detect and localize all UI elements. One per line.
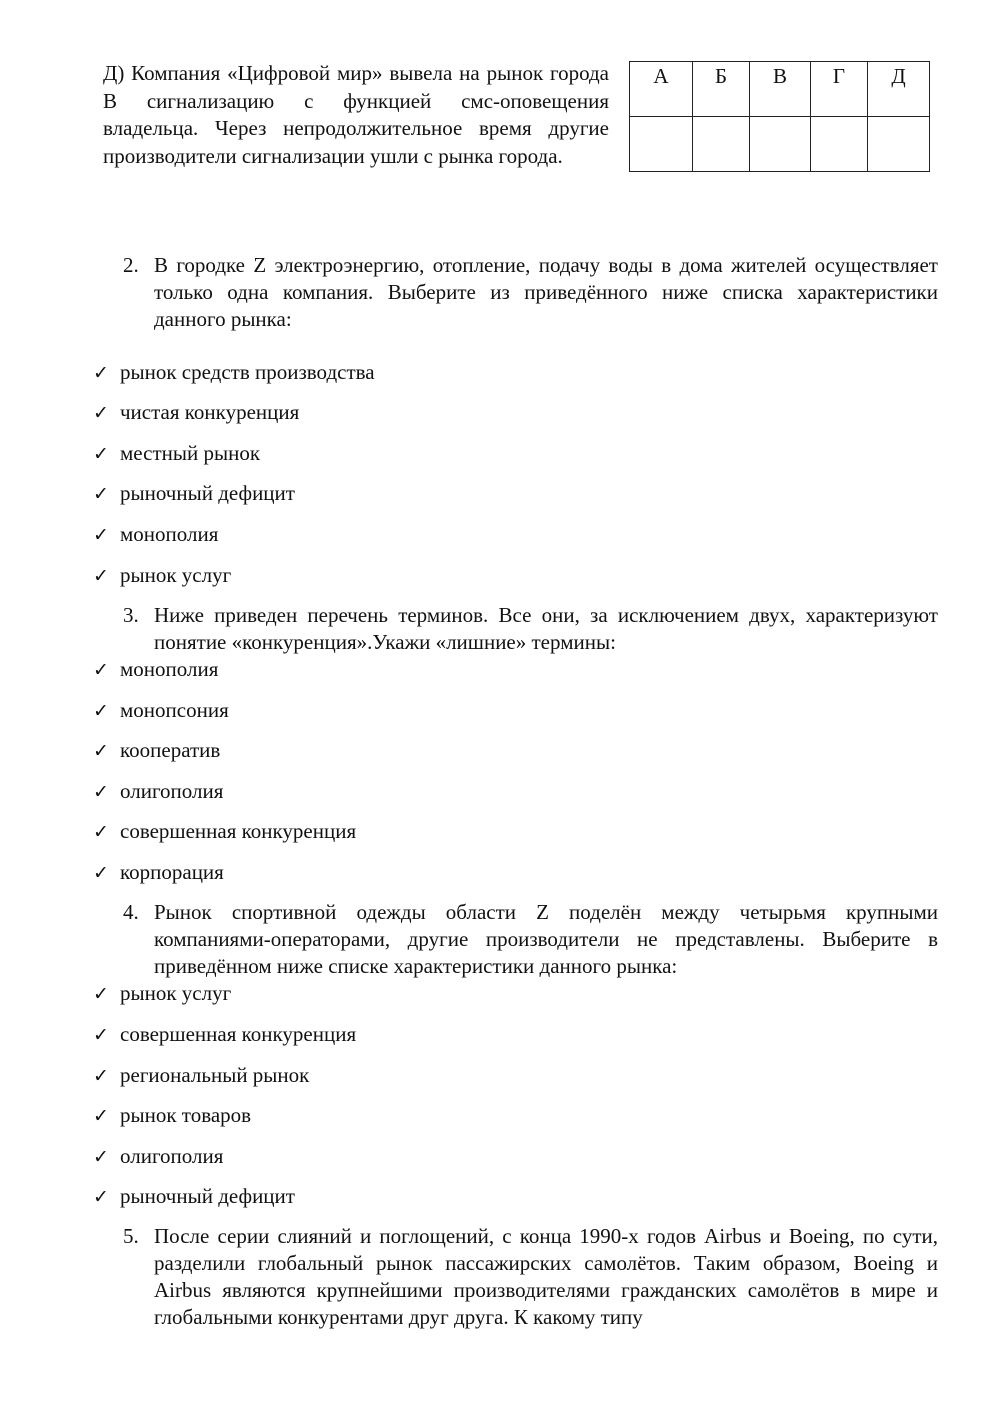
option-label: совершенная конкуренция [120, 819, 357, 843]
option-label: монополия [120, 657, 219, 681]
checkmark-icon: ✓ [93, 862, 109, 884]
option-label: олигополия [120, 1144, 224, 1168]
answer-cell-g[interactable] [811, 117, 868, 172]
option-label: рынок услуг [120, 563, 232, 587]
option-label: кооператив [120, 738, 221, 762]
checkmark-icon: ✓ [93, 700, 109, 722]
option-label: рыночный дефицит [120, 1184, 295, 1208]
list-item [93, 655, 218, 683]
question-number: 3. [123, 603, 139, 627]
question-2 [123, 252, 938, 333]
answer-table-header-b: Б [693, 62, 750, 117]
answer-table-header-v: В [750, 62, 811, 117]
list-item [93, 479, 295, 507]
list-item [93, 817, 356, 845]
question-4 [123, 899, 938, 980]
checkmark-icon: ✓ [93, 1024, 109, 1046]
answer-cell-v[interactable] [750, 117, 811, 172]
question-text: После серии слияний и поглощений, с конца 1990-х годов Airbus и Boeing, по сути, разделили глобальный рынок пассажирских самолётов. Таким образом, Boeing и Airbus являются крупнейшими производителями гражданских самолётов в мире и глобальными конкурентами друг друга. К какому типу [154, 1224, 938, 1329]
checkmark-icon: ✓ [93, 740, 109, 762]
answer-cell-b[interactable] [693, 117, 750, 172]
list-item [93, 358, 375, 386]
checkmark-icon: ✓ [93, 524, 109, 546]
checkmark-icon: ✓ [93, 1105, 109, 1127]
option-label: чистая конкуренция [120, 400, 300, 424]
checkmark-icon: ✓ [93, 781, 109, 803]
list-item [93, 736, 220, 764]
list-item [93, 858, 224, 886]
list-item [93, 777, 223, 805]
option-label: монопсония [120, 698, 229, 722]
question-number: 2. [123, 253, 139, 277]
list-item [93, 1061, 309, 1089]
question-text: В городке Z электроэнергию, отопление, подачу воды в дома жителей осуществляет только одна компания. Выберите из приведённого ниже списка характеристики данного рынка: [154, 253, 938, 331]
option-label: совершенная конкуренция [120, 1022, 357, 1046]
option-label: рынок средств производства [120, 360, 375, 384]
question-1-option-d-text: Д) Компания «Цифровой мир» вывела на рынок города В сигнализацию с функцией смс-оповещения владельца. Через непродолжительное время другие производители сигнализации ушли с рынка города. [103, 61, 609, 168]
answer-cell-a[interactable] [630, 117, 693, 172]
answer-table [629, 61, 930, 172]
question-text: Рынок спортивной одежды области Z поделён между четырьмя крупными компаниями-операторами, другие производители не представлены. Выберите в приведённом ниже списке характеристики данного рынка: [154, 900, 938, 978]
checkmark-icon: ✓ [93, 443, 109, 465]
answer-table-header-a: А [630, 62, 693, 117]
list-item [93, 1101, 251, 1129]
answer-table-header-d: Д [868, 62, 930, 117]
list-item [93, 1182, 295, 1210]
list-item [93, 561, 231, 589]
option-label: рыночный дефицит [120, 481, 295, 505]
checkmark-icon: ✓ [93, 402, 109, 424]
option-label: рынок товаров [120, 1103, 252, 1127]
question-3 [123, 602, 938, 656]
checkmark-icon: ✓ [93, 983, 109, 1005]
list-item [93, 520, 218, 548]
option-label: корпорация [120, 860, 224, 884]
checkmark-icon: ✓ [93, 565, 109, 587]
option-label: олигополия [120, 779, 224, 803]
checkmark-icon: ✓ [93, 483, 109, 505]
list-item [93, 1020, 356, 1048]
option-label: местный рынок [120, 441, 261, 465]
list-item [93, 979, 231, 1007]
question-number: 4. [123, 900, 139, 924]
checkmark-icon: ✓ [93, 659, 109, 681]
list-item [93, 1142, 223, 1170]
checkmark-icon: ✓ [93, 1186, 109, 1208]
checkmark-icon: ✓ [93, 1065, 109, 1087]
answer-cell-d[interactable] [868, 117, 930, 172]
list-item [93, 696, 229, 724]
list-item [93, 439, 260, 467]
option-label: рынок услуг [120, 981, 232, 1005]
answer-table-header-g: Г [811, 62, 868, 117]
checkmark-icon: ✓ [93, 821, 109, 843]
checkmark-icon: ✓ [93, 1146, 109, 1168]
list-item [93, 398, 299, 426]
checkmark-icon: ✓ [93, 362, 109, 384]
question-number: 5. [123, 1224, 139, 1248]
question-text: Ниже приведен перечень терминов. Все они, за исключением двух, характеризуют понятие «конкуренция».Укажи «лишние» термины: [154, 603, 938, 654]
option-label: региональный рынок [120, 1063, 310, 1087]
question-5 [123, 1223, 938, 1331]
option-label: монополия [120, 522, 219, 546]
